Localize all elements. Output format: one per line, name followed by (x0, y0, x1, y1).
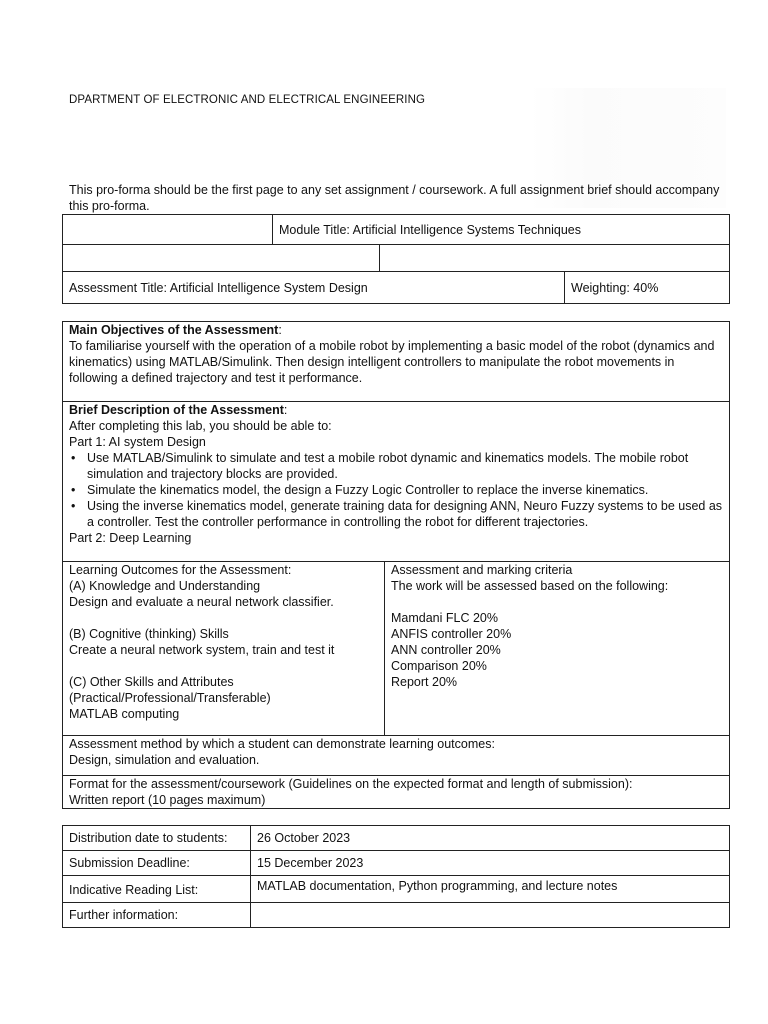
marking-item: ANN controller 20% (391, 643, 501, 657)
marking-item: Mamdani FLC 20% (391, 611, 498, 625)
outcome-c-text: MATLAB computing (69, 707, 180, 721)
spacer (391, 594, 723, 610)
assessment-title: Assessment Title: Artificial Intelligence System Design (63, 272, 565, 304)
marking-title: Assessment and marking criteria (391, 563, 573, 577)
module-info-table (62, 214, 730, 304)
table-row (63, 215, 730, 245)
table-row (63, 272, 730, 304)
marking-item: Comparison 20% (391, 659, 487, 673)
assessment-details-table (62, 321, 730, 809)
table-row (63, 903, 730, 928)
list-item: • Using the inverse kinematics model, generate training data for designing ANN, Neuro Fuzzy systems to be used as a controller. Test the controller performance in controlling the robot for different trajectories. (87, 498, 723, 530)
outcome-b-title: (B) Cognitive (thinking) Skills (69, 627, 229, 641)
table-row (63, 402, 730, 562)
table-row (63, 736, 730, 776)
faded-cell (380, 245, 730, 272)
table-row (63, 322, 730, 402)
table-row (63, 876, 730, 903)
spacer (69, 610, 378, 626)
objectives-text: To familiarise yourself with the operation of a mobile robot by implementing a basic model of the robot (dynamics and kinematics) using MATLAB/Simulink. Then design intelligent controllers to manipulate the robot movements in following a defined trajectory and test it performance. (69, 339, 715, 385)
outcomes-title: Learning Outcomes for the Assessment: (69, 563, 292, 577)
part1-label: Part 1: AI system Design (69, 435, 206, 449)
empty-cell (63, 245, 380, 272)
empty-cell (63, 215, 273, 245)
date-value: 15 December 2023 (251, 851, 730, 876)
intro-text: This pro-forma should be the first page to any set assignment / coursework. A full assignment brief should accompany this pro-forma. (69, 183, 720, 213)
outcome-b-text: Create a neural network system, train and test it (69, 643, 335, 657)
objectives-heading: Main Objectives of the Assessment (69, 323, 279, 337)
description-line: After completing this lab, you should be able to: (69, 419, 332, 433)
marking-item: Report 20% (391, 675, 458, 689)
marking-intro: The work will be assessed based on the following: (391, 579, 669, 593)
department-heading: DPARTMENT OF ELECTRONIC AND ELECTRICAL ENGINEERING (69, 94, 426, 106)
table-row (63, 776, 730, 809)
description-bullets (69, 450, 723, 530)
method-label: Assessment method by which a student can demonstrate learning outcomes: (69, 737, 495, 751)
table-row (63, 245, 730, 272)
date-label: Further information: (63, 903, 251, 928)
dates-table (62, 825, 730, 928)
marking-cell (385, 562, 730, 736)
description-heading: Brief Description of the Assessment (69, 403, 284, 417)
description-cell (63, 402, 730, 562)
outcome-a-text: Design and evaluate a neural network classifier. (69, 595, 334, 609)
table-row (63, 851, 730, 876)
weighting: Weighting: 40% (565, 272, 730, 304)
outcome-c-sub: (Practical/Professional/Transferable) (69, 691, 271, 705)
outcome-a-title: (A) Knowledge and Understanding (69, 579, 261, 593)
colon: : (278, 323, 282, 337)
spacer (69, 658, 378, 674)
objectives-cell (63, 322, 730, 402)
method-value: Design, simulation and evaluation. (69, 753, 260, 767)
outcomes-cell (63, 562, 385, 736)
date-value: MATLAB documentation, Python programming, and lecture notes (251, 876, 730, 903)
date-label: Distribution date to students: (63, 826, 251, 851)
date-value: 26 October 2023 (251, 826, 730, 851)
part2-label: Part 2: Deep Learning (69, 531, 192, 545)
method-cell (63, 736, 730, 776)
date-label: Indicative Reading List: (63, 876, 251, 903)
format-label: Format for the assessment/coursework (Guidelines on the expected format and length of submission): (69, 777, 633, 791)
table-row (63, 562, 730, 736)
marking-item: ANFIS controller 20% (391, 627, 512, 641)
date-value (251, 903, 730, 928)
outcome-c-title: (C) Other Skills and Attributes (69, 675, 234, 689)
colon: : (283, 403, 288, 417)
date-label: Submission Deadline: (63, 851, 251, 876)
list-item: • Simulate the kinematics model, the design a Fuzzy Logic Controller to replace the inverse kinematics. (87, 482, 723, 498)
table-row (63, 826, 730, 851)
format-cell (63, 776, 730, 809)
format-value: Written report (10 pages maximum) (69, 793, 266, 807)
list-item: • Use MATLAB/Simulink to simulate and test a mobile robot dynamic and kinematics models. The mobile robot simulation and trajectory blocks are provided. (87, 450, 723, 482)
module-title: Module Title: Artificial Intelligence Systems Techniques (273, 215, 730, 245)
